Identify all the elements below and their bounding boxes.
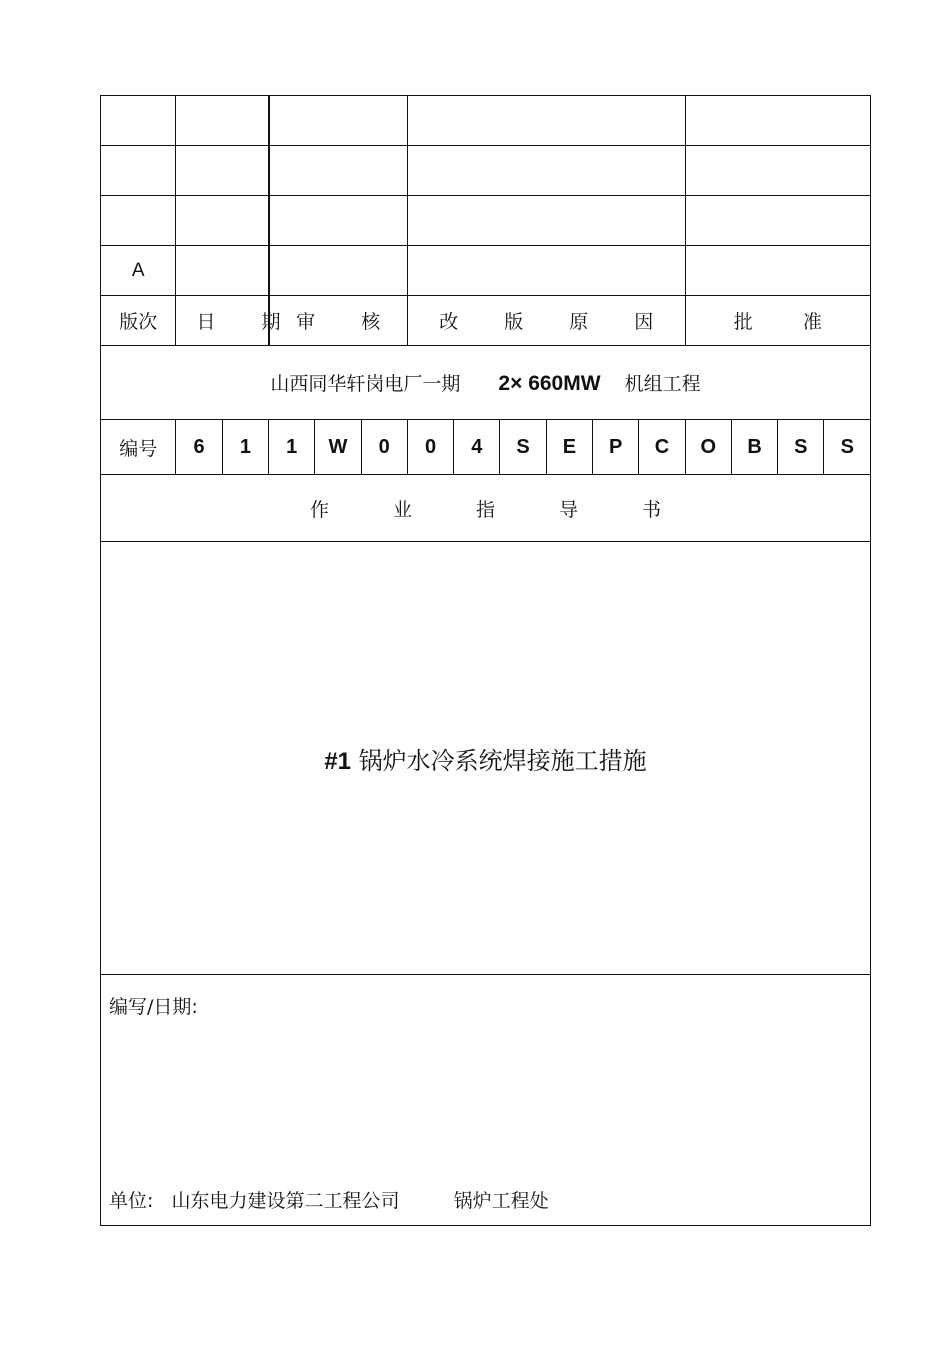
doc-type-title: 作业指导书: [101, 475, 871, 542]
revision-review-cell: [269, 246, 408, 296]
revision-row: [101, 146, 871, 196]
revision-date-cell: [176, 146, 269, 196]
revision-row: [101, 96, 871, 146]
code-char: E: [546, 420, 592, 475]
project-name-prefix: 山西同华轩岗电厂一期: [270, 373, 461, 395]
header-date: 日 期: [176, 296, 269, 346]
code-char: P: [593, 420, 639, 475]
revision-reason-cell: [407, 96, 685, 146]
cover-table: [100, 95, 871, 1226]
revision-reason-cell: [407, 146, 685, 196]
document-sheet: [100, 95, 871, 1238]
revision-version-cell: [101, 196, 176, 246]
code-char: 0: [361, 420, 407, 475]
unit-label: 单位:: [109, 1190, 154, 1212]
unit-line: [109, 1186, 549, 1213]
code-char: 1: [269, 420, 315, 475]
project-capacity: 2× 660MW: [498, 372, 601, 395]
code-char: S: [778, 420, 824, 475]
code-label: 编号: [101, 420, 176, 475]
author-date-label: 编写/日期:: [109, 996, 198, 1018]
footer-row: [101, 975, 871, 1226]
revision-row: [101, 196, 871, 246]
revision-row: [101, 246, 871, 296]
revision-approve-cell: [685, 246, 870, 296]
revision-approve-cell: [685, 146, 870, 196]
revision-date-cell: [176, 196, 269, 246]
main-title-cell: [101, 542, 871, 975]
header-approve: 批 准: [685, 296, 870, 346]
department-name: 锅炉工程处: [453, 1190, 549, 1212]
revision-review-cell: [269, 146, 408, 196]
code-char: S: [824, 420, 871, 475]
revision-date-cell: [176, 96, 269, 146]
code-char: 4: [454, 420, 500, 475]
header-version: 版次: [101, 296, 176, 346]
project-name: [101, 346, 871, 420]
code-row: [101, 420, 871, 475]
code-char: B: [731, 420, 777, 475]
revision-reason-cell: [407, 196, 685, 246]
main-title: [101, 741, 870, 776]
code-char: W: [315, 420, 361, 475]
code-char: S: [500, 420, 546, 475]
revision-reason-cell: [407, 246, 685, 296]
footer-cell: [101, 975, 871, 1226]
revision-header-row: [101, 296, 871, 346]
revision-version-cell: [101, 146, 176, 196]
code-char: O: [685, 420, 731, 475]
revision-version-cell: A: [101, 246, 176, 296]
revision-approve-cell: [685, 196, 870, 246]
main-title-row: [101, 542, 871, 975]
project-row: [101, 346, 871, 420]
revision-approve-cell: [685, 96, 870, 146]
revision-date-cell: [176, 246, 269, 296]
main-title-prefix: #1: [324, 747, 352, 775]
revision-version-cell: [101, 96, 176, 146]
project-name-suffix: 机组工程: [624, 373, 701, 395]
revision-review-cell: [269, 196, 408, 246]
revision-review-cell: [269, 96, 408, 146]
code-char: 1: [222, 420, 268, 475]
code-char: C: [639, 420, 685, 475]
unit-name: 山东电力建设第二工程公司: [171, 1190, 400, 1212]
code-char: 0: [407, 420, 453, 475]
header-reason: 改 版 原 因: [407, 296, 685, 346]
doc-type-row: [101, 475, 871, 542]
code-char: 6: [176, 420, 222, 475]
main-title-text: 锅炉水冷系统焊接施工措施: [358, 746, 647, 775]
header-review: 审 核: [269, 296, 408, 346]
